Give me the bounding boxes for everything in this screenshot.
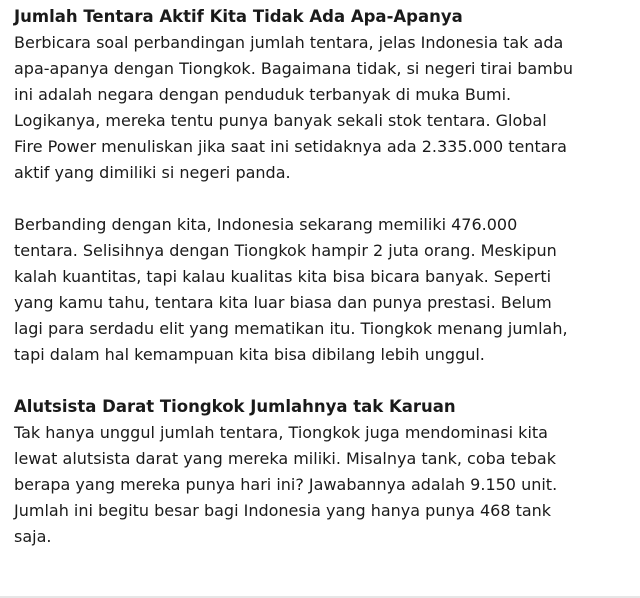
text-line: ini adalah negara dengan penduduk terbanyak di muka Bumi. (14, 85, 512, 104)
text-line: Jumlah ini begitu besar bagi Indonesia yang hanya punya 468 tank (14, 501, 552, 520)
text-line: kalah kuantitas, tapi kalau kualitas kita bisa bicara banyak. Seperti (14, 267, 552, 286)
section-heading: Alutsista Darat Tiongkok Jumlahnya tak Karuan (14, 397, 456, 416)
text-line: Logikanya, mereka tentu punya banyak sekali stok tentara. Global (14, 111, 547, 130)
section-spacer (14, 368, 636, 394)
text-line: apa-apanya dengan Tiongkok. Bagaimana tidak, si negeri tirai bambu (14, 59, 574, 78)
section-heading: Jumlah Tentara Aktif Kita Tidak Ada Apa-Apanya (14, 7, 463, 26)
text-line: tentara. Selisihnya dengan Tiongkok hampir 2 juta orang. Meskipun (14, 241, 557, 260)
text-line: lagi para serdadu elit yang mematikan itu. Tiongkok menang jumlah, (14, 319, 568, 338)
text-line: aktif yang dimiliki si negeri panda. (14, 163, 291, 182)
text-line: lewat alutsista darat yang mereka miliki. Misalnya tank, coba tebak (14, 449, 556, 468)
article-body (14, 4, 636, 550)
text-line: Berbicara soal perbandingan jumlah tentara, jelas Indonesia tak ada (14, 33, 564, 52)
text-line: yang kamu tahu, tentara kita luar biasa dan punya prestasi. Belum (14, 293, 552, 312)
text-line: Berbanding dengan kita, Indonesia sekarang memiliki 476.000 (14, 215, 518, 234)
text-line: Fire Power menuliskan jika saat ini setidaknya ada 2.335.000 tentara (14, 137, 567, 156)
text-line: saja. (14, 527, 52, 546)
text-line: berapa yang mereka punya hari ini? Jawabannya adalah 9.150 unit. (14, 475, 558, 494)
paragraph (14, 212, 636, 368)
text-line: Tak hanya unggul jumlah tentara, Tiongkok juga mendominasi kita (14, 423, 548, 442)
paragraph (14, 30, 636, 186)
paragraph (14, 420, 636, 550)
text-line: tapi dalam hal kemampuan kita bisa dibilang lebih unggul. (14, 345, 485, 364)
paragraph-spacer (14, 186, 636, 212)
